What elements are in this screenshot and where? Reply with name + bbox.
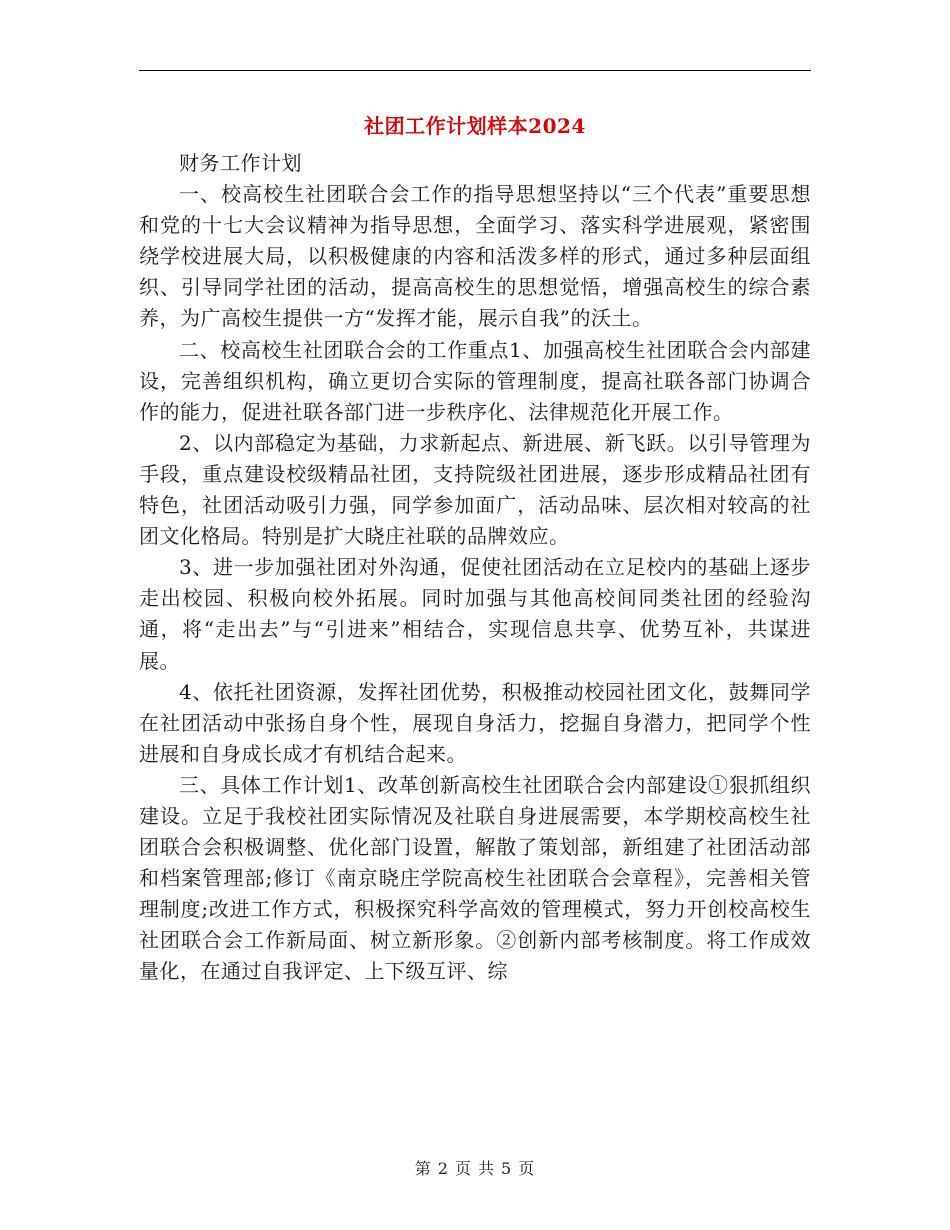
document-body xyxy=(139,148,811,988)
paragraph-specific-plan: 三、具体工作计划1、改革创新高校生社团联合会内部建设①狠抓组织建设。立足于我校社团实际情况及社联自身进展需要，本学期校高校生社团联合会积极调整、优化部门设置，解散了策划部，新组建了社团活动部和档案管理部;修订《南京晓庄学院高校生社团联合会章程》，完善相关管理制度;改进工作方式，积极探究科学高效的管理模式，努力开创校高校生社团联合会工作新局面、树立新形象。②创新内部考核制度。将工作成效量化，在通过自我评定、上下级互评、综 xyxy=(139,772,811,984)
document-title: 社团工作计划样本2024 xyxy=(364,114,586,138)
header-rule xyxy=(139,70,811,71)
footer-current-page: 2 xyxy=(437,1159,449,1178)
paragraph-work-focus-2: 2、以内部稳定为基础，力求新起点、新进展、新飞跃。以引导管理为手段，重点建设校级精品社团，支持院级社团进展，逐步形成精品社团有特色，社团活动吸引力强，同学参加面广，活动品味、层次相对较高的社团文化格局。特别是扩大晓庄社联的品牌效应。 xyxy=(139,430,811,549)
footer-mid: 页 共 xyxy=(454,1159,496,1178)
page-footer xyxy=(0,1156,950,1179)
paragraph-work-focus-4: 4、依托社团资源，发挥社团优势，积极推动校园社团文化，鼓舞同学在社团活动中张扬自身个性，展现自身活力，挖掘自身潜力，把同学个性进展和自身成长成才有机结合起来。 xyxy=(139,679,811,766)
footer-suffix: 页 xyxy=(518,1159,536,1178)
paragraph-work-focus-1: 二、校高校生社团联合会的工作重点1、加强高校生社团联合会内部建设，完善组织机构，确立更切合实际的管理制度，提高社联各部门协调合作的能力，促进社联各部门进一步秩序化、法律规范化开展工作。 xyxy=(139,337,811,424)
footer-total-pages: 5 xyxy=(501,1159,513,1178)
footer-prefix: 第 xyxy=(414,1159,432,1178)
paragraph-work-focus-3: 3、进一步加强社团对外沟通，促使社团活动在立足校内的基础上逐步走出校园、积极向校外拓展。同时加强与其他高校间同类社团的经验沟通，将“走出去”与“引进来”相结合，实现信息共享、优势互补，共谋进展。 xyxy=(139,555,811,673)
section-heading-finance-plan: 财务工作计划 xyxy=(179,151,302,175)
paragraph-guiding-ideology: 一、校高校生社团联合会工作的指导思想坚持以“三个代表”重要思想和党的十七大会议精神为指导思想，全面学习、落实科学进展观，紧密围绕学校进展大局，以积极健康的内容和活泼多样的形式，通过多种层面组织、引导同学社团的活动，提高高校生的思想觉悟，增强高校生的综合素养，为广高校生提供一方“发挥才能，展示自我”的沃土。 xyxy=(139,182,811,331)
